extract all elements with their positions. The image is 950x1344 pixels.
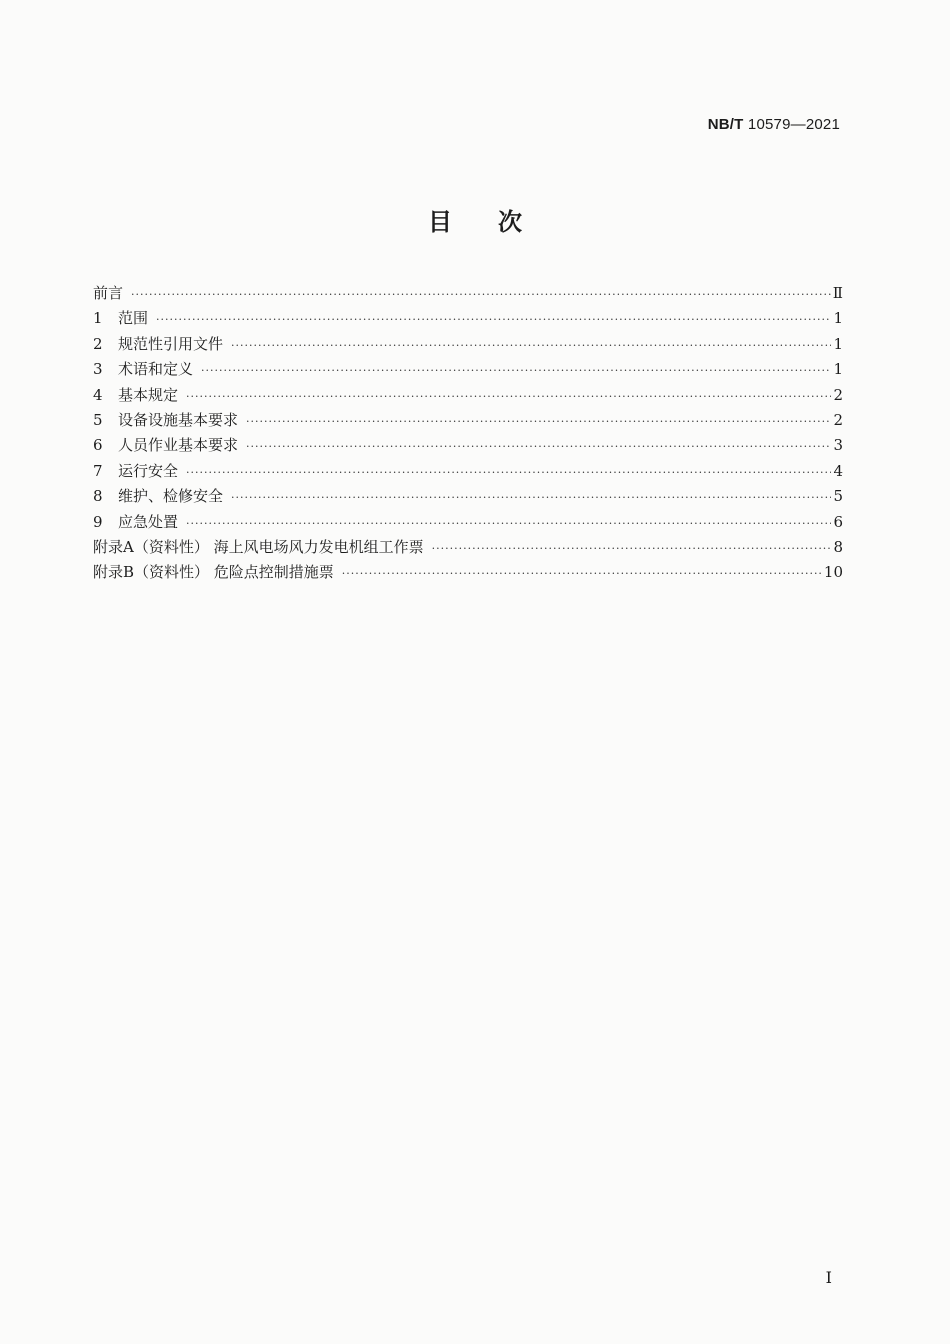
toc-entry-label: 维护、检修安全	[118, 487, 224, 506]
toc-leader-dots	[342, 565, 822, 583]
toc-entry-page: 3	[833, 436, 843, 455]
toc-leader-dots	[186, 388, 831, 406]
toc-entry-foreword[interactable]	[93, 284, 843, 309]
toc-entry-label: 运行安全	[118, 461, 179, 480]
toc-entry-page: 2	[833, 385, 843, 404]
toc-leader-dots	[246, 438, 831, 456]
standard-prefix: NB/T	[707, 116, 744, 133]
toc-leader-dots	[186, 464, 831, 482]
toc-entry-emergency-response[interactable]	[93, 513, 843, 538]
toc-leader-dots	[131, 286, 831, 304]
toc-entry-page: 1	[833, 334, 843, 353]
toc-leader-dots	[156, 311, 831, 329]
toc-entry-number: 1	[93, 309, 103, 328]
toc-entry-number: 5	[93, 410, 103, 429]
toc-entry-number: 9	[93, 512, 103, 531]
toc-entry-page: 8	[833, 537, 843, 556]
toc-entry-page: 6	[833, 512, 843, 531]
toc-entry-label: 设备设施基本要求	[118, 410, 239, 429]
toc-entry-appendix-b[interactable]	[93, 563, 843, 588]
toc-entry-page: 5	[833, 487, 843, 506]
toc-entry-page: Ⅱ	[832, 284, 843, 302]
toc-entry-label: 范围	[118, 309, 149, 328]
toc-entry-number: 4	[93, 385, 103, 404]
toc-entry-maintenance-safety[interactable]	[93, 487, 843, 512]
toc-leader-dots	[186, 515, 831, 533]
toc-entry-number: 2	[93, 334, 103, 353]
toc-entry-number: 8	[93, 487, 103, 506]
toc-entry-label: 术语和定义	[118, 360, 194, 379]
toc-entry-label: 前言	[93, 284, 124, 302]
toc-entry-operation-safety[interactable]	[93, 462, 843, 487]
toc-leader-dots	[246, 413, 831, 431]
page-title: 目次	[428, 208, 568, 236]
toc-entry-equipment-requirements[interactable]	[93, 411, 843, 436]
toc-entry-number: 6	[93, 436, 103, 455]
toc-entry-terms-definitions[interactable]	[93, 360, 843, 385]
toc-entry-label: 附录B（资料性） 危险点控制措施票	[93, 563, 334, 582]
toc-leader-dots	[201, 362, 831, 380]
toc-leader-dots	[231, 337, 831, 355]
toc-entry-scope[interactable]	[93, 309, 843, 334]
toc-entry-label: 应急处置	[118, 512, 179, 531]
standard-code	[708, 116, 840, 133]
toc-entry-number: 3	[93, 360, 103, 379]
toc-entry-number: 7	[93, 461, 103, 480]
toc-entry-label: 规范性引用文件	[118, 334, 224, 353]
toc-entry-page: 1	[833, 309, 843, 328]
toc-entry-label: 人员作业基本要求	[118, 436, 239, 455]
toc-entry-label: 附录A（资料性） 海上风电场风力发电机组工作票	[93, 537, 424, 556]
toc-leader-dots	[432, 540, 832, 558]
toc-entry-appendix-a[interactable]	[93, 538, 843, 563]
toc-entry-page: 4	[833, 461, 843, 480]
toc-entry-page: 10	[823, 563, 843, 582]
table-of-contents	[93, 284, 843, 589]
toc-entry-label: 基本规定	[118, 385, 179, 404]
page-number: I	[825, 1268, 832, 1287]
toc-entry-page: 2	[833, 410, 843, 429]
toc-entry-basic-provisions[interactable]	[93, 386, 843, 411]
toc-entry-personnel-requirements[interactable]	[93, 436, 843, 461]
toc-entry-normative-references[interactable]	[93, 335, 843, 360]
standard-number: 10579—2021	[747, 116, 840, 133]
toc-entry-page: 1	[833, 360, 843, 379]
toc-leader-dots	[231, 489, 831, 507]
